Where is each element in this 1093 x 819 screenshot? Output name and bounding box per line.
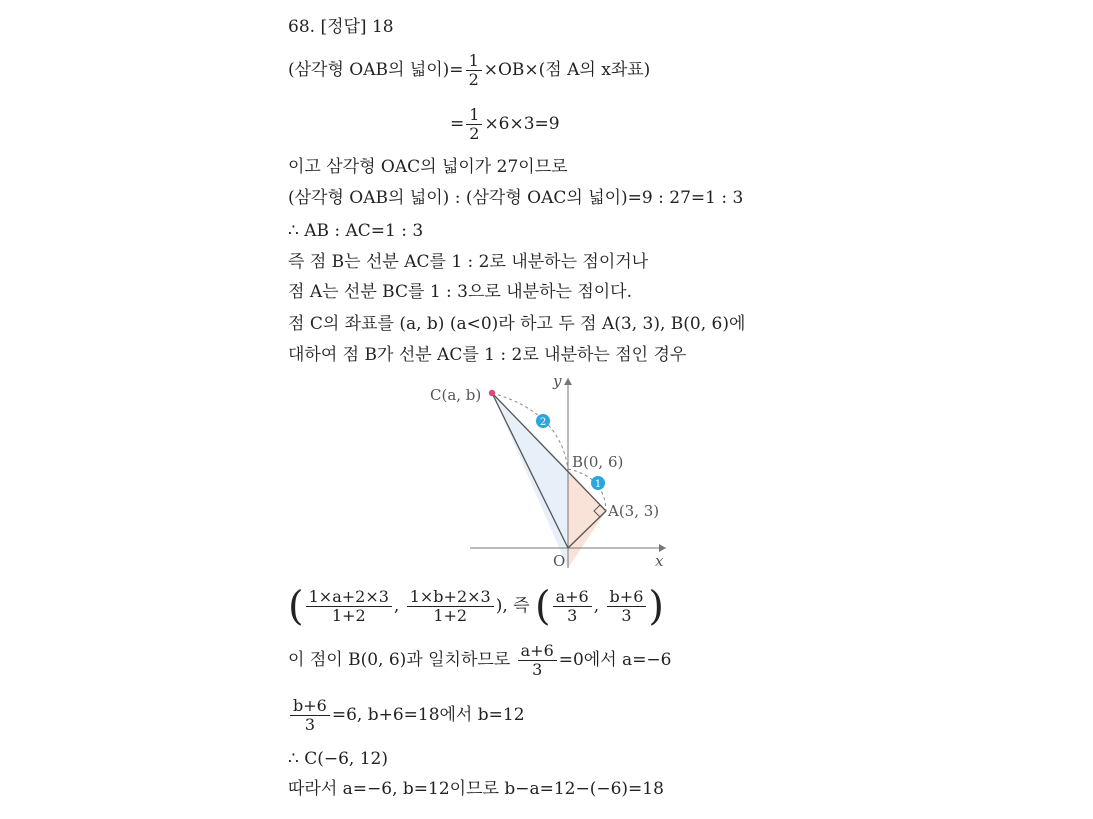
fraction-denominator: 1+2 xyxy=(331,606,366,625)
text-line: ∴ AB : AC=1 : 3 xyxy=(288,221,424,241)
text-line: 점 C의 좌표를 (a, b) (a<0)라 하고 두 점 A(3, 3), B(0, 6)에 xyxy=(288,314,746,334)
marker-1-label: 1 xyxy=(594,479,602,490)
fraction-denominator: 3 xyxy=(567,606,578,625)
fraction-x-coord xyxy=(306,588,392,625)
comma: , xyxy=(393,596,405,616)
comma: , xyxy=(593,596,605,616)
mid-text: ), 즉 xyxy=(495,596,530,616)
open-paren: ( xyxy=(535,583,551,630)
marker-2-label: 2 xyxy=(539,417,547,428)
answer-header: 68. [정답] 18 xyxy=(288,17,394,37)
internal-division-formula xyxy=(288,584,664,628)
fraction-denominator: 3 xyxy=(621,606,632,625)
text-line: 즉 점 B는 선분 AC를 1 : 2로 내분하는 점이거나 xyxy=(288,252,649,272)
fraction-numerator: b+6 xyxy=(607,588,647,607)
coincidence-line xyxy=(288,640,672,680)
coincidence-result: =0에서 a=−6 xyxy=(558,650,672,670)
fraction-half xyxy=(466,106,482,143)
fraction-half xyxy=(466,52,482,89)
label-y-axis: y xyxy=(553,372,562,390)
close-paren: ) xyxy=(648,583,664,630)
triangle-obc-fill xyxy=(492,393,568,568)
text-line: 점 A는 선분 BC를 1 : 3으로 내분하는 점이다. xyxy=(288,282,632,302)
area-result-eq: = xyxy=(450,114,465,134)
label-origin: O xyxy=(553,552,566,570)
fraction-numerator: 1 xyxy=(466,106,482,125)
coordinate-figure xyxy=(410,372,690,572)
area-result-line xyxy=(450,106,560,143)
b-solve-result: =6, b+6=18에서 b=12 xyxy=(331,705,525,725)
text-line: (삼각형 OAB의 넓이) : (삼각형 OAC의 넓이)=9 : 27=1 : 3 xyxy=(288,188,744,208)
area-formula-right: ×OB×(점 A의 x좌표) xyxy=(483,60,651,80)
fraction-denominator: 1+2 xyxy=(433,606,468,625)
fraction-denominator: 2 xyxy=(469,124,480,143)
y-axis-arrow xyxy=(564,378,572,385)
area-formula-line xyxy=(288,52,650,89)
b-solve-line xyxy=(288,695,525,735)
fraction-y-coord xyxy=(407,588,494,625)
fraction-b6 xyxy=(607,588,647,625)
fraction-a6 xyxy=(518,642,557,679)
fraction-numerator: 1×a+2×3 xyxy=(306,588,392,607)
fraction-denominator: 3 xyxy=(532,660,543,679)
fraction-denominator: 2 xyxy=(468,70,479,89)
x-axis-arrow xyxy=(659,544,666,552)
text-line: ∴ C(−6, 12) xyxy=(288,749,388,769)
area-formula-left: (삼각형 OAB의 넓이)= xyxy=(288,60,464,80)
area-result-value: ×6×3=9 xyxy=(484,114,560,134)
fraction-numerator: b+6 xyxy=(290,697,330,716)
fraction-numerator: 1 xyxy=(466,52,482,71)
coincidence-text: 이 점이 B(0, 6)과 일치하므로 xyxy=(288,650,511,670)
fraction-numerator: 1×b+2×3 xyxy=(407,588,494,607)
open-paren: ( xyxy=(288,583,304,630)
text-line: 이고 삼각형 OAC의 넓이가 27이므로 xyxy=(288,157,568,177)
fraction-denominator: 3 xyxy=(304,715,315,734)
label-x-axis: x xyxy=(655,552,664,570)
label-point-b: B(0, 6) xyxy=(572,453,624,471)
final-answer-line: 따라서 a=−6, b=12이므로 b−a=12−(−6)=18 xyxy=(288,779,664,799)
fraction-b6 xyxy=(290,697,330,734)
fraction-numerator: a+6 xyxy=(553,588,592,607)
label-point-a: A(3, 3) xyxy=(608,502,660,520)
label-point-c: C(a, b) xyxy=(430,386,482,404)
text-line: 대하여 점 B가 선분 AC를 1 : 2로 내분하는 점인 경우 xyxy=(288,345,687,365)
point-c xyxy=(489,390,495,396)
fraction-numerator: a+6 xyxy=(518,642,557,661)
fraction-a6 xyxy=(553,588,592,625)
